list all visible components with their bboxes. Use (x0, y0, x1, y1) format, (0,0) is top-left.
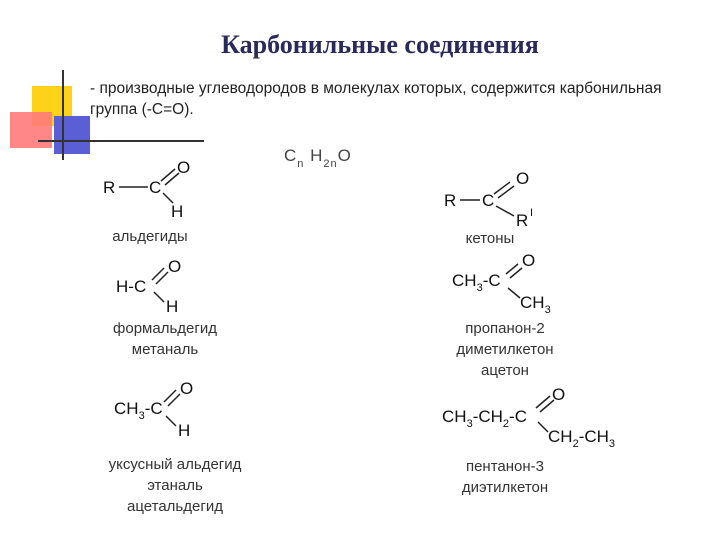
caption-aldehydes: альдегиды (112, 228, 188, 245)
caption-ketones: кетоны (465, 230, 515, 247)
deco-red-square (10, 112, 52, 148)
definition-text: - производные углеводородов в молекулах которых, содержится карбонильная группа (-С=О). (90, 80, 662, 118)
svg-text:C: C (149, 178, 162, 197)
caption-acetaldehyde-line1: уксусный альдегид (108, 456, 242, 473)
svg-text:CH3-CH2-C: $CH_3-CH_2-C$ (442, 407, 527, 430)
svg-text:I: I (530, 207, 534, 219)
svg-text:CH3-C: $CH_3-C$ (452, 271, 501, 294)
svg-text:O: O (552, 385, 566, 404)
svg-text:C: C (482, 191, 495, 210)
svg-text:R: R (444, 191, 457, 210)
svg-text:CH2-CH3: $CH_2-CH_3$ (548, 427, 616, 450)
acetaldehyde-structure (112, 378, 222, 442)
svg-text:O: O (516, 169, 530, 188)
caption-acetaldehyde-line2: этаналь (147, 477, 203, 494)
caption-pentanone-line2: диэтилкетон (461, 479, 549, 496)
caption-pentanone (430, 456, 580, 498)
svg-text:H-C: H-C (116, 277, 147, 296)
caption-propanone (430, 318, 580, 381)
svg-text:R: R (516, 211, 529, 230)
aldehyde-structure (95, 155, 215, 225)
caption-acetaldehyde (85, 454, 265, 517)
page-title: Карбонильные соединения (221, 30, 539, 59)
deco-blue-square (54, 116, 90, 154)
formaldehyde-structure (112, 256, 212, 320)
svg-text:O: O (168, 257, 182, 276)
svg-text:CH3-C: $CH_3-C$ (114, 399, 163, 422)
caption-propanone-line2: диметилкетон (456, 341, 554, 358)
svg-text:CH3: $CH_3$ (520, 293, 551, 316)
propanone-structure (450, 252, 580, 316)
caption-acetaldehyde-line3: ацетальдегид (127, 498, 223, 515)
deco-horizontal-line (38, 140, 96, 142)
caption-formaldehyde (90, 318, 240, 360)
svg-text:H: H (171, 202, 184, 221)
svg-text:H: H (178, 421, 191, 440)
general-formula: $C_n$ $H_{2n}O$ (284, 146, 352, 171)
caption-propanone-line3: ацетон (481, 362, 529, 379)
pentanone-structure (440, 384, 640, 452)
svg-text:H: H (166, 297, 179, 316)
caption-formaldehyde-line2: метаналь (131, 341, 199, 358)
caption-formaldehyde-line1: формальдегид (113, 320, 217, 337)
svg-text:O: O (177, 158, 191, 177)
caption-pentanone-line1: пентанон-3 (465, 458, 545, 475)
svg-text:O: O (180, 379, 194, 398)
caption-propanone-line1: пропанон-2 (465, 320, 545, 337)
svg-text:R: R (103, 178, 116, 197)
divider-line (92, 140, 204, 142)
svg-text:O: O (522, 251, 536, 270)
deco-vertical-line (62, 70, 64, 160)
